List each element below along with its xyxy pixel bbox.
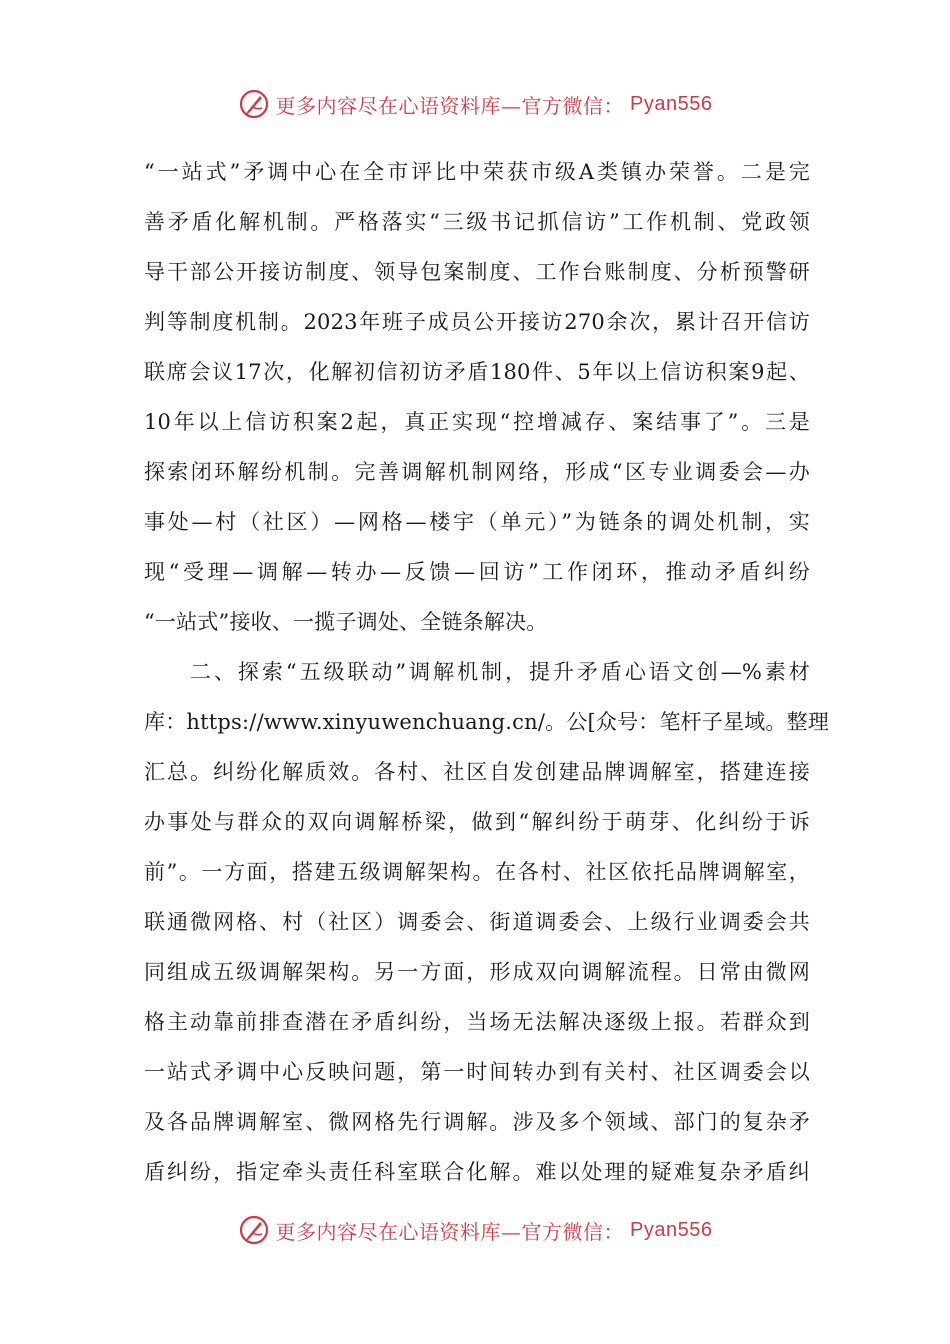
document-body	[144, 147, 830, 1197]
text-line: 前”。一方面，搭建五级调解架构。在各村、社区依托品牌调解室，	[144, 860, 810, 884]
quill-logo-icon	[238, 1214, 270, 1246]
section-heading-line: 二、探索“五级联动”调解机制，提升矛盾心语文创—%素材	[190, 660, 810, 684]
text-line: 现“受理—调解—转办—反馈—回访”工作闭环，推动矛盾纠纷	[144, 560, 810, 584]
text-line: 导干部公开接访制度、领导包案制度、工作台账制度、分析预警研	[144, 260, 810, 284]
text-line: 及各品牌调解室、微网格先行调解。涉及多个领域、部门的复杂矛	[144, 1110, 810, 1134]
header-wechat-id: Pyan556	[630, 92, 713, 115]
text-line: 盾纠纷，指定牵头责任科室联合化解。难以处理的疑难复杂矛盾纠	[144, 1160, 810, 1184]
text-line: 探索闭环解纷机制。完善调解机制网络，形成“区专业调委会—办	[144, 460, 810, 484]
text-line: 同组成五级调解架构。另一方面，形成双向调解流程。日常由微网	[144, 960, 810, 984]
text-line: 联通微网格、村（社区）调委会、街道调委会、上级行业调委会共	[144, 910, 810, 934]
text-line: 善矛盾化解机制。严格落实“三级书记抓信访”工作机制、党政领	[144, 210, 810, 234]
footer-banner-text: 更多内容尽在心语资料库—官方微信：	[275, 1219, 625, 1244]
footer-wechat-id: Pyan556	[630, 1218, 713, 1241]
text-line: “一站式”接收、一揽子调处、全链条解决。	[144, 610, 548, 634]
header-banner-text: 更多内容尽在心语资料库—官方微信：	[275, 93, 625, 118]
quill-logo-icon	[238, 88, 270, 120]
footer-banner	[0, 1212, 950, 1248]
text-line: 办事处与群众的双向调解桥梁，做到“解纠纷于萌芽、化纠纷于诉	[144, 810, 810, 834]
text-line: 汇总。纠纷化解质效。各村、社区自发创建品牌调解室，搭建连接	[144, 760, 810, 784]
text-line: 事处—村（社区）—网格—楼宇（单元）”为链条的调处机制，实	[144, 510, 810, 534]
text-line: 库：https://www.xinyuwenchuang.cn/。公[众号：笔杆子星域。整理	[144, 710, 830, 734]
header-banner	[0, 86, 950, 122]
text-line: 格主动靠前排查潜在矛盾纠纷，当场无法解决逐级上报。若群众到	[144, 1010, 810, 1034]
text-line: “一站式”矛调中心在全市评比中荣获市级A类镇办荣誉。二是完	[144, 160, 810, 184]
text-line: 联席会议17次，化解初信初访矛盾180件、5年以上信访积案9起、	[144, 360, 810, 384]
text-line: 10年以上信访积案2起，真正实现“控增减存、案结事了”。三是	[144, 410, 810, 434]
text-line: 判等制度机制。2023年班子成员公开接访270余次，累计召开信访	[144, 310, 810, 334]
text-line: 一站式矛调中心反映问题，第一时间转办到有关村、社区调委会以	[144, 1060, 810, 1084]
